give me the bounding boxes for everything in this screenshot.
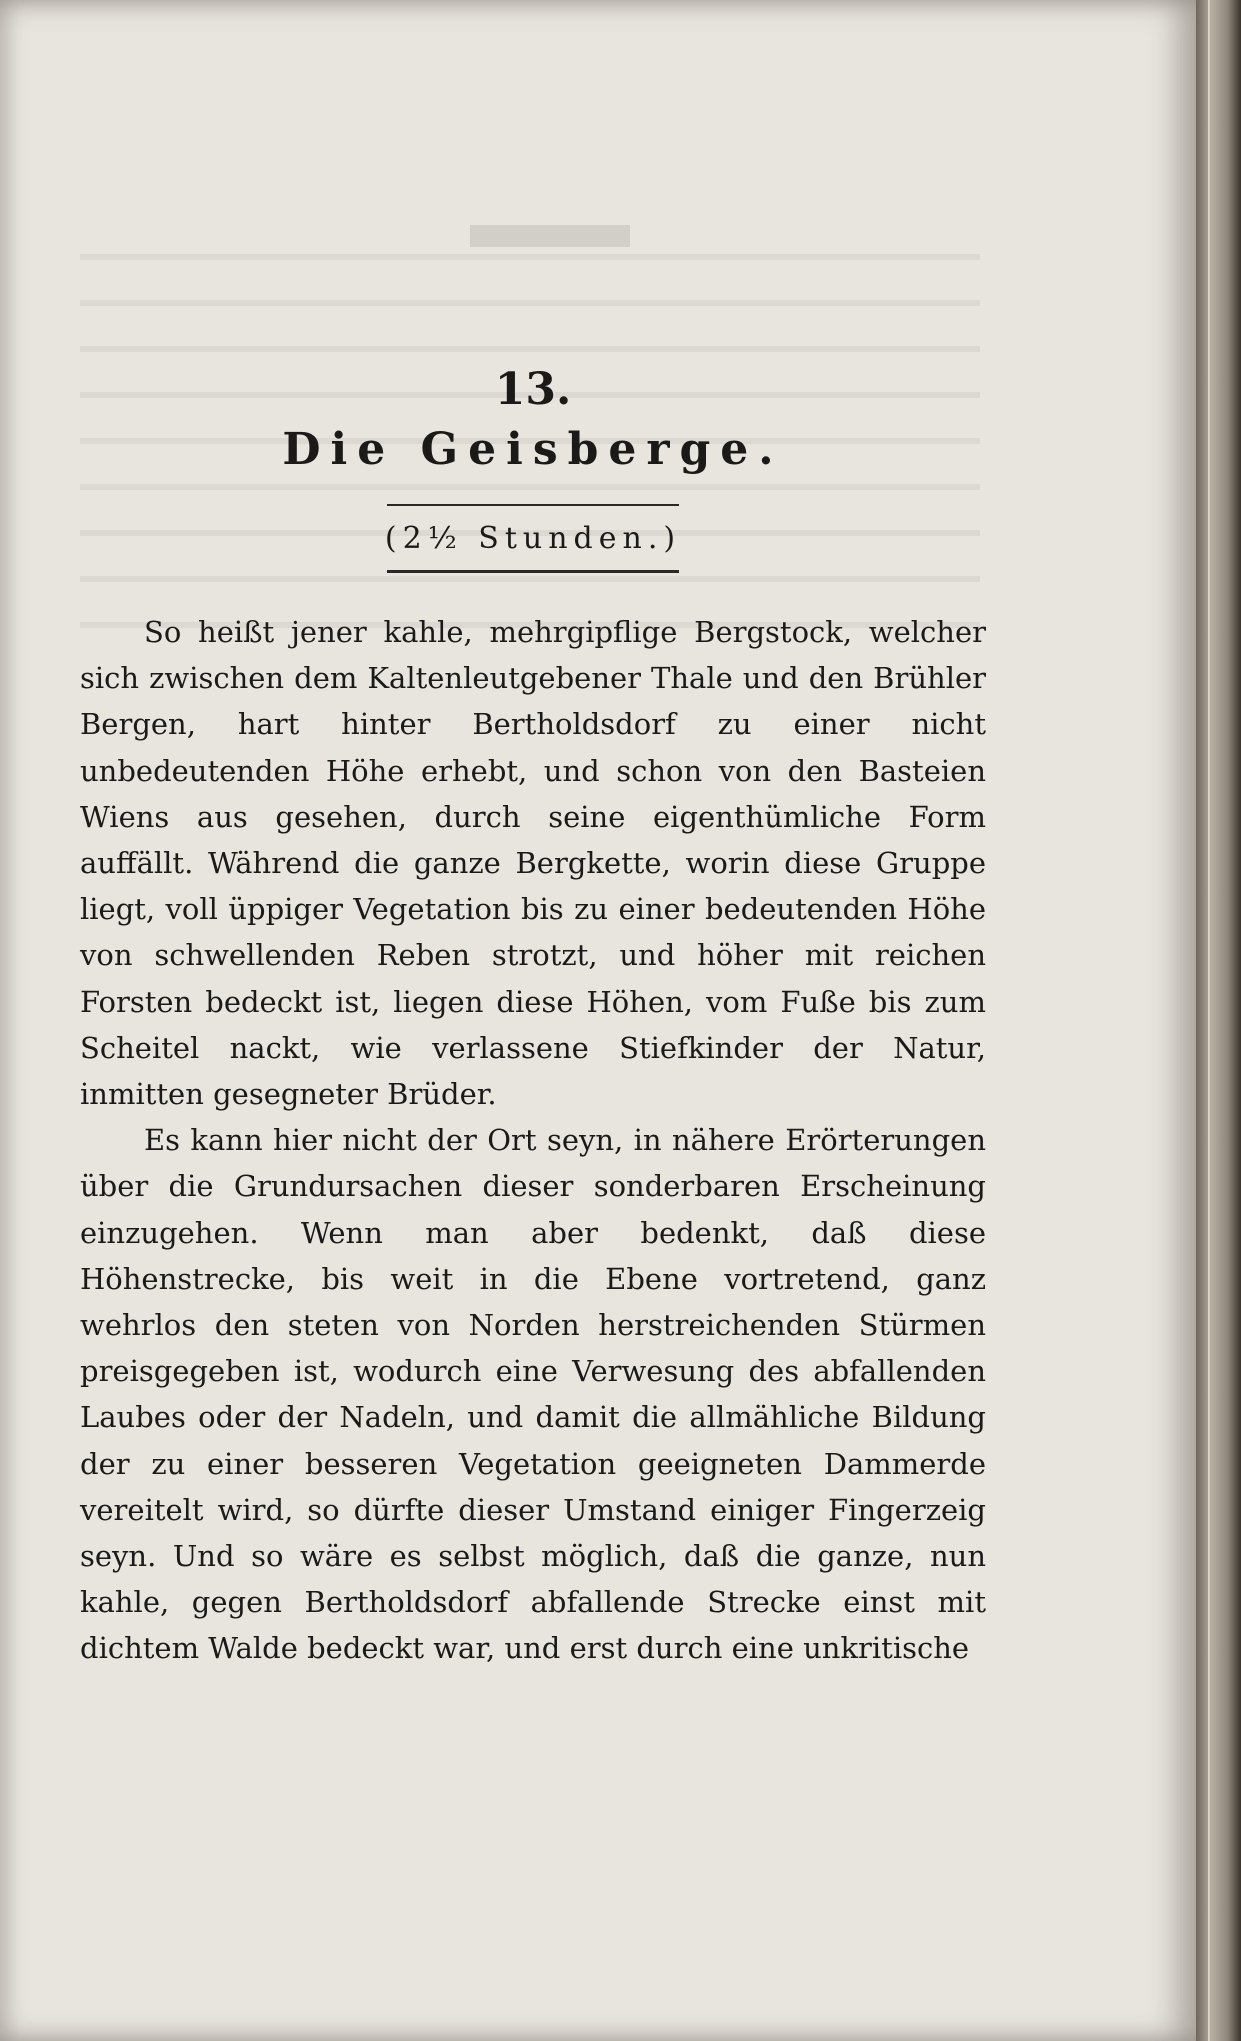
chapter-number: 13. — [494, 364, 572, 415]
page-content — [80, 360, 986, 1672]
chapter-duration: (2½ Stunden.) — [384, 521, 682, 556]
top-rule — [387, 504, 679, 506]
bleed-through-header — [470, 225, 630, 247]
body-text — [80, 609, 986, 1672]
paragraph: Es kann hier nicht der Ort seyn, in nähere Erörterungen über die Grundursachen dieser sonderbaren Erscheinung einzugehen. Wenn man aber bedenkt, daß diese Höhenstrecke, bis weit in die Ebene vortretend, ganz wehrlos den steten von Norden herstreichenden Stürmen preisgegeben ist, wodurch eine Verwesung des abfallenden Laubes oder der Nadeln, und damit die allmähliche Bildung der zu einer besseren Vegetation geeigneten Dammerde vereitelt wird, so dürfte dieser Umstand einiger Fingerzeig seyn. Und so wäre es selbst möglich, daß die ganze, nun kahle, gegen Bertholdsdorf abfallende Strecke einst mit dichtem Walde bedeckt war, und erst durch eine unkritische — [80, 1123, 986, 1666]
chapter-title: Die Geisberge. — [282, 424, 784, 475]
bottom-rule — [387, 570, 679, 573]
page-edge-highlight — [1208, 0, 1210, 2041]
paragraph: So heißt jener kahle, mehrgipflige Bergstock, welcher sich zwischen dem Kaltenleutgebener Thale und den Brühler Bergen, hart hinter Bertholdsdorf zu einer nicht unbedeutenden Höhe erhebt, und schon von den Basteien Wiens aus gesehen, durch seine eigenthümliche Form auffällt. Während die ganze Bergkette, worin diese Gruppe liegt, voll üppiger Vegetation bis zu einer bedeutenden Höhe von schwellenden Reben strotzt, und höher mit reichen Forsten bedeckt ist, liegen diese Höhen, vom Fuße bis zum Scheitel nackt, wie verlassene Stiefkinder der Natur, inmitten gesegneter Brüder. — [80, 615, 986, 1112]
page-edge — [1196, 0, 1241, 2041]
